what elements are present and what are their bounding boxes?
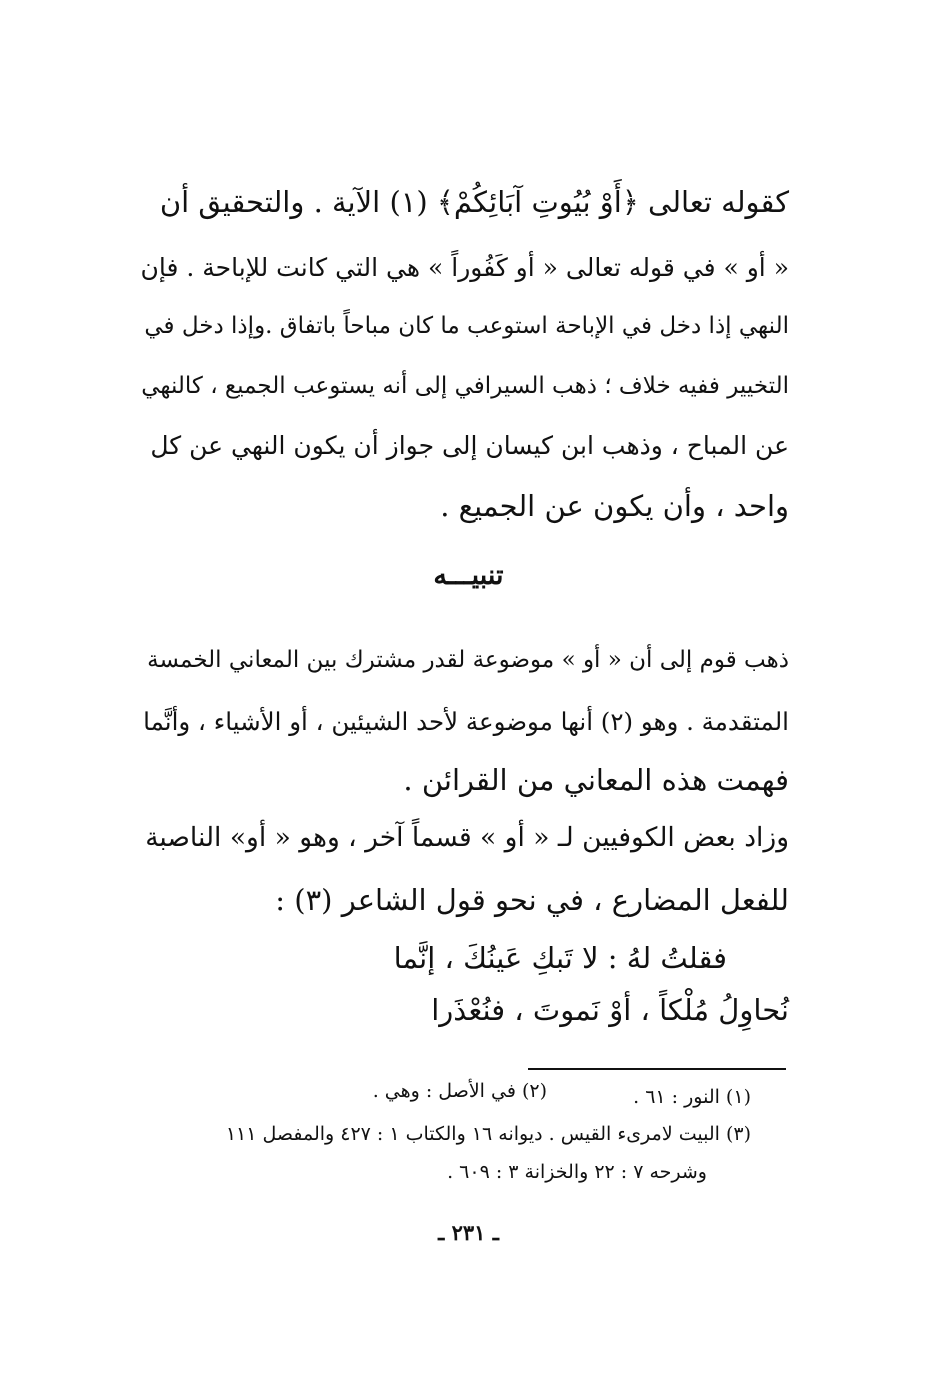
- section-heading: تنبيـــه: [433, 560, 504, 591]
- paragraph-2-line-3: فهمت هذه المعاني من القرائن .: [403, 763, 789, 797]
- paragraph-1-line-3: النهي إذا دخل في الإباحة استوعب ما كان مباحاً باتفاق .وإذا دخل في: [144, 313, 789, 339]
- paragraph-2-line-1: ذهب قوم إلى أن « أو » موضوعة لقدر مشترك بين المعاني الخمسة: [147, 647, 789, 673]
- paragraph-3-line-1: وزاد بعض الكوفيين لـ « أو » قسماً آخر ، وهو « أو» الناصبة: [145, 822, 789, 853]
- paragraph-2-line-2: المتقدمة . وهو (٢) أنها موضوعة لأحد الشيئين ، أو الأشياء ، وأنَّما: [143, 707, 789, 736]
- footnote-divider: [528, 1068, 786, 1070]
- footnote-3-line-1: (٣) البيت لامرىء القيس . ديوانه ١٦ والكتاب ١ : ٤٢٧ والمفصل ١١١: [225, 1123, 751, 1145]
- footnote-2: (٢) في الأصل : وهي .: [372, 1080, 547, 1102]
- page-number: ـ ٢٣١ ـ: [438, 1220, 499, 1245]
- verse-line-1: فقلتُ لهُ : لا تَبكِ عَينُكَ ، إنَّما: [393, 941, 727, 975]
- verse-line-2: نُحاوِلُ مُلْكاً ، أوْ نَموتَ ، فنُعْذَرا: [431, 993, 789, 1027]
- footnote-1: (١) النور : ٦١ .: [633, 1086, 751, 1108]
- paragraph-1-line-2: « أو » في قوله تعالى « أو كَفُوراً » هي التي كانت للإباحة . فإن: [140, 253, 789, 282]
- paragraph-3-line-2: للفعل المضارع ، في نحو قول الشاعر (٣) :: [275, 883, 789, 917]
- paragraph-1-line-4: التخيير ففيه خلاف ؛ ذهب السيرافي إلى أنه يستوعب الجميع ، كالنهي: [141, 373, 789, 399]
- paragraph-1-line-6: واحد ، وأن يكون عن الجميع .: [440, 489, 789, 523]
- paragraph-1-line-5: عن المباح ، وذهب ابن كيسان إلى جواز أن يكون النهي عن كل: [150, 431, 789, 460]
- footnote-3-line-2: وشرحه ٧ : ٢٢ والخزانة ٣ : ٦٠٩ .: [447, 1161, 707, 1183]
- paragraph-1-line-1: كقوله تعالى ﴿أَوْ بُيُوتِ آبَائِكُمْ﴾ (١) الآية . والتحقيق أن: [159, 185, 789, 219]
